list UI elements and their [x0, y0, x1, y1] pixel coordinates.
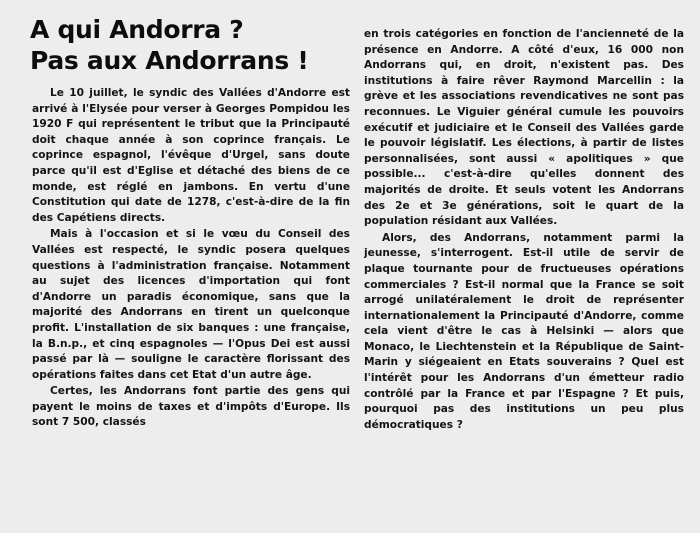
headline-line-2: Pas aux Andorrans ! — [30, 46, 309, 75]
paragraph-2: Mais à l'occasion et si le vœu du Conseil des Vallées est respecté, le syndic posera quelques questions à l'administration française. Notamment au sujet des licences d'importation qui font d'Andorre un paradis économique, sans que la majorité des Andorrans en tirent un quelconque profit. L'installation de six banques : une française, la B.n.p., et cinq espagnoles — l'Opus Dei est aussi passé par là — souligne le caractère florissant des opérations faites dans cet Etat d'un autre âge. — [32, 228, 350, 381]
article-headline — [30, 14, 360, 76]
right-column — [364, 27, 684, 527]
paragraph-3: Certes, les Andorrans font partie des gens qui payent le moins de taxes et d'impôts d'Europe. Ils sont 7 500, classés — [32, 385, 350, 429]
left-column — [32, 86, 350, 526]
paragraph-4: Alors, des Andorrans, notamment parmi la jeunesse, s'interrogent. Est-il utile de servir de plaque tournante pour de fructueuses opérations commerciales ? Est-il normal que la France se soit arrogé unilatéralement le droit de représenter internationalement la Principauté d'Andorre, comme cela vient d'être le cas à Helsinki — alors que Monaco, le Liechtenstein et la République de Saint-Marin y siégeaient en Etats souverains ? Quel est l'intérêt pour les Andorrans d'un émetteur radio contrôlé par la France et par l'Espagne ? Et puis, pourquoi pas des institutions un peu plus démocratiques ? — [364, 231, 684, 431]
headline-line-1: A qui Andorra ? — [30, 15, 244, 44]
paragraph-1: Le 10 juillet, le syndic des Vallées d'Andorre est arrivé à l'Elysée pour verser à Georges Pompidou les 1920 F qui représentent le tribut que la Principauté doit chaque année à son coprince français. Le coprince espagnol, l'évêque d'Urgel, sans doute parce qu'il est d'Eglise et détaché des biens de ce monde, est réglé en jambons. En vertu d'une Constitution qui date de 1278, c'est-à-dire de la fin des Capétiens directs. — [32, 87, 350, 224]
paragraph-3-continued: en trois catégories en fonction de l'ancienneté de la présence en Andorre. A côté d'eux, 16 000 non Andorrans qui, en droit, n'existent pas. Des institutions à faire rêver Raymond Marcellin : la grève et les associations revendicatives ne sont pas reconnues. Le Viguier général cumule les pouvoirs exécutif et judiciaire et le Conseil des Vallées garde le pouvoir législatif. Les élections, à partir de listes personnalisées, sont aussi « apolitiques » que possible... c'est-à-dire qu'elles donnent des majorités de droite. Et seuls votent les Andorrans des 2e et 3e générations, soit le quart de la population résidant aux Vallées. — [364, 28, 684, 228]
